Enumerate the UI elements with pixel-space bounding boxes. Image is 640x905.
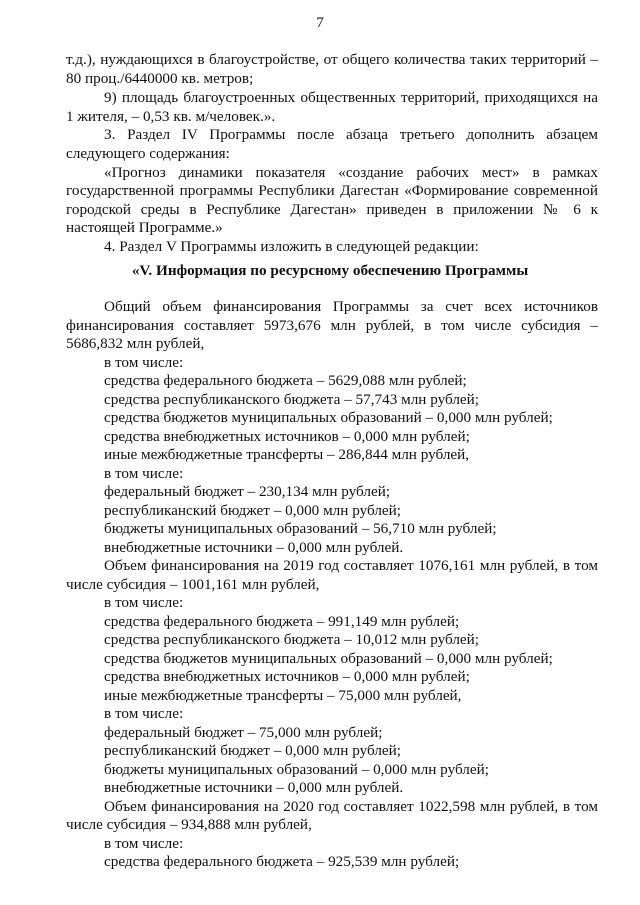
text-line: числе субсидия – 1001,161 млн рублей,: [66, 576, 320, 593]
text-line: финансирования составляет 5973,676 млн рублей, в том числе субсидия –: [66, 317, 598, 334]
text-line: 5686,832 млн рублей,: [66, 335, 205, 352]
text-line: республиканский бюджет – 0,000 млн рублей;: [104, 742, 401, 759]
text-line: 80 проц./6440000 кв. метров;: [66, 70, 254, 87]
text-line: средства бюджетов муниципальных образований – 0,000 млн рублей;: [104, 650, 553, 667]
text-line: настоящей Программе.»: [66, 219, 223, 236]
text-line: республиканский бюджет – 0,000 млн рублей;: [104, 502, 401, 519]
text-line: иные межбюджетные трансферты – 286,844 млн рублей,: [104, 446, 470, 463]
text-line: средства федерального бюджета – 925,539 млн рублей;: [104, 853, 460, 870]
text-line: государственной программы Республики Дагестан «Формирование современной: [66, 182, 598, 199]
text-line: федеральный бюджет – 230,134 млн рублей;: [104, 483, 391, 500]
text-line: т.д.), нуждающихся в благоустройстве, от общего количества таких территорий –: [66, 51, 598, 68]
text-line: средства бюджетов муниципальных образований – 0,000 млн рублей;: [104, 409, 553, 426]
text-line: средства внебюджетных источников – 0,000 млн рублей;: [104, 668, 470, 685]
text-line: 3. Раздел IV Программы после абзаца третьего дополнить абзацем: [104, 126, 598, 143]
text-line: 9) площадь благоустроенных общественных территорий, приходящихся на: [104, 89, 598, 106]
text-line: средства республиканского бюджета – 57,743 млн рублей;: [104, 391, 480, 408]
text-line: следующего содержания:: [66, 145, 230, 162]
text-line: иные межбюджетные трансферты – 75,000 млн рублей,: [104, 687, 462, 704]
text-line: в том числе:: [104, 705, 184, 722]
text-line: федеральный бюджет – 75,000 млн рублей;: [104, 724, 383, 741]
text-line: Объем финансирования на 2020 год составляет 1022,598 млн рублей, в том: [104, 798, 598, 815]
text-line: внебюджетные источники – 0,000 млн рублей.: [104, 539, 404, 556]
text-line: в том числе:: [104, 354, 184, 371]
text-line: Общий объем финансирования Программы за счет всех источников: [104, 298, 598, 315]
text-line: 1 жителя, – 0,53 кв. м/человек.».: [66, 108, 276, 125]
text-line: внебюджетные источники – 0,000 млн рублей.: [104, 779, 404, 796]
text-line: средства федерального бюджета – 991,149 млн рублей;: [104, 613, 460, 630]
text-line: средства внебюджетных источников – 0,000 млн рублей;: [104, 428, 470, 445]
text-line: «Прогноз динамики показателя «создание рабочих мест» в рамках: [104, 164, 598, 181]
text-line: средства федерального бюджета – 5629,088 млн рублей;: [104, 372, 467, 389]
text-line: городской среды в Республике Дагестан» приведен в приложении № 6 к: [66, 201, 598, 218]
text-line: 4. Раздел V Программы изложить в следующей редакции:: [104, 238, 479, 255]
text-line: бюджеты муниципальных образований – 56,710 млн рублей;: [104, 520, 497, 537]
page-number: 7: [316, 14, 324, 31]
text-line: бюджеты муниципальных образований – 0,000 млн рублей;: [104, 761, 489, 778]
text-line: средства республиканского бюджета – 10,012 млн рублей;: [104, 631, 480, 648]
section-heading: «V. Информация по ресурсному обеспечению Программы: [131, 262, 529, 279]
text-line: Объем финансирования на 2019 год составляет 1076,161 млн рублей, в том: [104, 557, 598, 574]
text-line: числе субсидия – 934,888 млн рублей,: [66, 816, 312, 833]
text-line: в том числе:: [104, 465, 184, 482]
text-line: в том числе:: [104, 835, 184, 852]
text-line: в том числе:: [104, 594, 184, 611]
